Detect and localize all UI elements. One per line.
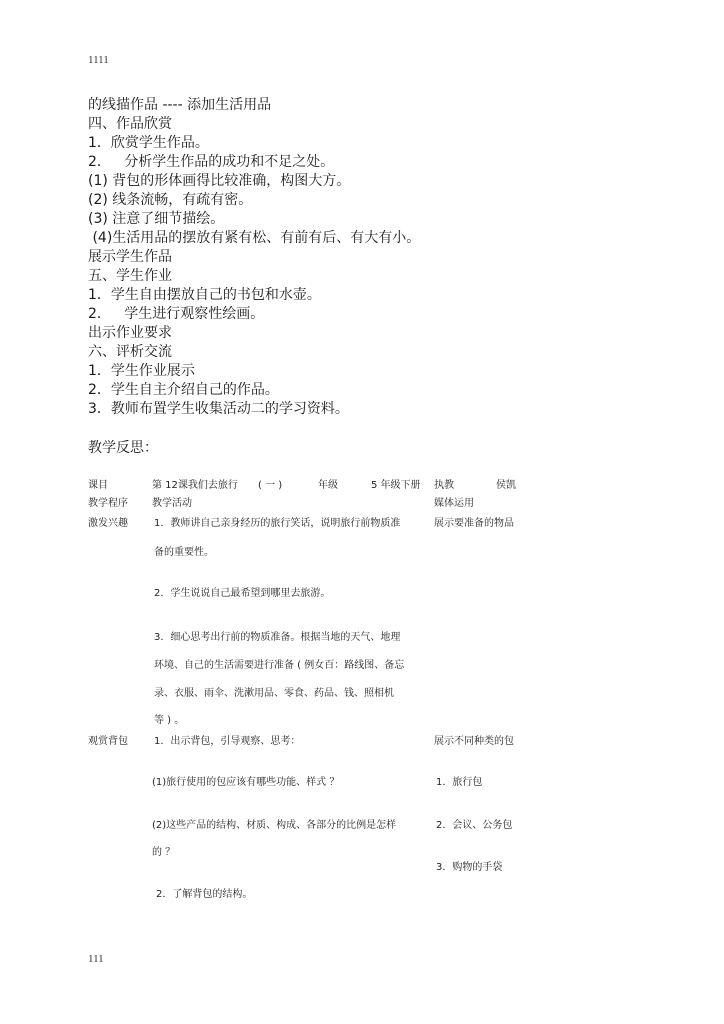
page-header-mark: 1111 xyxy=(88,54,109,66)
activity-line: 环境、自己的生活需要进行准备 ( 例女百：路线图、备忘 xyxy=(154,660,405,671)
activity-line: (2)这些产品的结构、材质、构成、各部分的比例是怎样 xyxy=(152,820,397,831)
text-line: 的线描作品 ---- 添加生活用品 xyxy=(88,97,272,113)
text-line: 3．教师布置学生收集活动二的学习资料。 xyxy=(88,401,349,417)
grade-label: 年级 xyxy=(318,480,338,491)
activity-line: 1．教师讲自己亲身经历的旅行笑话，说明旅行前物质准 xyxy=(154,518,401,529)
activity-line: 等 ) 。 xyxy=(154,715,185,726)
text-line: (3) 注意了细节描绘。 xyxy=(88,211,225,227)
media-cell: 2．会议、公务包 xyxy=(436,820,513,831)
grade-value: 5 年级下册 xyxy=(371,480,421,491)
activity-line: 录、衣服、雨伞、洗漱用品、零食、药品、钱、照相机 xyxy=(154,688,394,699)
text-line: 2．学生自主介绍自己的作品。 xyxy=(88,382,279,398)
table-section-interest xyxy=(88,514,528,732)
teaching-reflection-heading: 教学反思： xyxy=(88,440,158,456)
media-cell: 展示不同种类的包 xyxy=(434,736,514,747)
media-cell: 1．旅行包 xyxy=(436,777,483,788)
activity-header: 教学活动 xyxy=(152,498,192,509)
text-line: 1．学生自由摆放自己的书包和水壶。 xyxy=(88,287,321,303)
course-title: 第 12课我们去旅行 xyxy=(152,480,238,491)
activity-line: 2．了解背包的结构。 xyxy=(156,889,253,900)
table-header-row xyxy=(88,476,528,494)
page-footer-mark: 111 xyxy=(88,953,104,965)
lesson-text-block xyxy=(88,96,648,419)
activity-line: 2．学生说说自己最希望到哪里去旅游。 xyxy=(154,588,331,599)
teacher-label: 执教 xyxy=(434,480,454,491)
course-label: 课目 xyxy=(88,480,108,491)
activity-line: 3．细心思考出行前的物质准备。根据当地的天气、地理 xyxy=(154,632,401,643)
table-subheader-row xyxy=(88,494,528,514)
course-part: ( 一 ) xyxy=(258,480,283,491)
text-line: 2． 学生进行观察性绘画。 xyxy=(88,306,265,322)
text-line: 出示作业要求 xyxy=(88,325,172,341)
text-line: 1．欣赏学生作品。 xyxy=(88,135,209,151)
section-heading: 五、学生作业 xyxy=(88,268,172,284)
activity-line: (1)旅行使用的包应该有哪些功能、样式 ？ xyxy=(152,777,340,788)
table-section-backpack xyxy=(88,732,528,912)
procedure-cell: 观赏背包 xyxy=(88,736,128,747)
media-cell: 3．购物的手袋 xyxy=(436,862,503,873)
text-line: 2． 分析学生作品的成功和不足之处。 xyxy=(88,154,335,170)
teacher-name: 侯凯 xyxy=(496,480,516,491)
activity-line: 1．出示背包，引导观察、思考： xyxy=(154,736,301,747)
activity-line: 的 ？ xyxy=(152,847,176,858)
text-line: (4)生活用品的摆放有紧有松、有前有后、有大有小。 xyxy=(88,230,421,246)
activity-line: 备的重要性。 xyxy=(154,547,214,558)
text-line: 1．学生作业展示 xyxy=(88,363,195,379)
media-cell: 展示要准备的物品 xyxy=(434,518,514,529)
procedure-header: 教学程序 xyxy=(88,498,128,509)
section-heading: 六、评析交流 xyxy=(88,344,172,360)
text-line: (1) 背包的形体画得比较准确，构图大方。 xyxy=(88,173,351,189)
media-header: 媒体运用 xyxy=(434,498,474,509)
text-line: (2) 线条流畅，有疏有密。 xyxy=(88,192,253,208)
procedure-cell: 激发兴趣 xyxy=(88,518,128,529)
section-heading: 四、作品欣赏 xyxy=(88,116,172,132)
lesson-plan-table xyxy=(88,476,528,912)
text-line: 展示学生作品 xyxy=(88,249,172,265)
